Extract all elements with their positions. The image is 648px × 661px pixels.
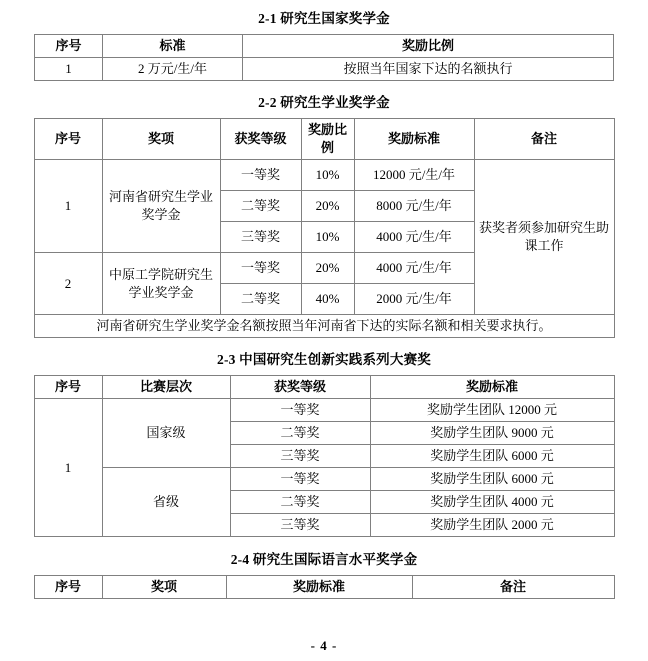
cell-grade: 一等奖	[230, 399, 370, 422]
column-header-seq: 序号	[34, 376, 102, 399]
cell-seq: 2	[34, 253, 102, 315]
table-header-row	[34, 119, 614, 160]
cell-ratio: 10%	[301, 160, 354, 191]
cell-grade: 一等奖	[220, 160, 301, 191]
column-header-tier: 比赛层次	[102, 376, 230, 399]
cell-ratio: 10%	[301, 222, 354, 253]
cell-standard: 4000 元/生/年	[354, 222, 474, 253]
cell-standard: 12000 元/生/年	[354, 160, 474, 191]
cell-grade: 二等奖	[230, 422, 370, 445]
cell-standard: 奖励学生团队 2000 元	[370, 513, 614, 536]
cell-remark: 获奖者须参加研究生助课工作	[474, 160, 614, 315]
cell-grade: 三等奖	[220, 222, 301, 253]
table-row	[34, 160, 614, 191]
column-header-standard: 奖励标准	[354, 119, 474, 160]
table-row	[34, 399, 614, 422]
cell-grade: 三等奖	[230, 513, 370, 536]
cell-ratio: 20%	[301, 191, 354, 222]
cell-grade: 二等奖	[220, 191, 301, 222]
table-row	[35, 58, 614, 81]
cell-standard: 奖励学生团队 12000 元	[370, 399, 614, 422]
column-header-grade: 获奖等级	[220, 119, 301, 160]
cell-standard: 奖励学生团队 4000 元	[370, 490, 614, 513]
cell-standard: 2 万元/生/年	[103, 58, 243, 81]
column-header-ratio: 奖励比例	[243, 35, 614, 58]
cell-standard: 4000 元/生/年	[354, 253, 474, 284]
cell-award: 中原工学院研究生学业奖学金	[102, 253, 220, 315]
table-header-row	[35, 35, 614, 58]
column-header-award: 奖项	[102, 119, 220, 160]
cell-tier: 国家级	[102, 399, 230, 468]
cell-seq: 1	[35, 58, 103, 81]
cell-grade: 一等奖	[230, 468, 370, 491]
cell-grade: 三等奖	[230, 445, 370, 468]
table-header-row	[34, 576, 614, 599]
column-header-seq: 序号	[34, 576, 102, 599]
table-note-row	[34, 315, 614, 338]
cell-standard: 2000 元/生/年	[354, 284, 474, 315]
cell-seq: 1	[34, 399, 102, 537]
column-header-remark: 备注	[474, 119, 614, 160]
table-international-language	[34, 575, 615, 599]
cell-grade: 二等奖	[220, 284, 301, 315]
cell-grade: 二等奖	[230, 490, 370, 513]
cell-grade: 一等奖	[220, 253, 301, 284]
cell-tier: 省级	[102, 468, 230, 537]
column-header-remark: 备注	[412, 576, 614, 599]
table-innovation-competition	[34, 375, 615, 537]
table-national-scholarship	[34, 34, 614, 81]
column-header-seq: 序号	[35, 35, 103, 58]
table-title-2-2: 2-2 研究生学业奖学金	[258, 95, 390, 111]
column-header-standard: 奖励标准	[370, 376, 614, 399]
table-title-2-4: 2-4 研究生国际语言水平奖学金	[230, 551, 418, 567]
table-row	[34, 468, 614, 491]
column-header-standard: 奖励标准	[226, 576, 412, 599]
column-header-standard: 标准	[103, 35, 243, 58]
column-header-seq: 序号	[34, 119, 102, 160]
cell-ratio: 40%	[301, 284, 354, 315]
cell-standard: 奖励学生团队 6000 元	[370, 445, 614, 468]
table-title-2-1: 2-1 研究生国家奖学金	[258, 11, 390, 26]
cell-ratio: 按照当年国家下达的名额执行	[243, 58, 614, 81]
table-title-2-3: 2-3 中国研究生创新实践系列大赛奖	[217, 352, 431, 368]
cell-award: 河南省研究生学业奖学金	[102, 160, 220, 253]
column-header-grade: 获奖等级	[230, 376, 370, 399]
cell-seq: 1	[34, 160, 102, 253]
cell-standard: 8000 元/生/年	[354, 191, 474, 222]
page-number: - 4 -	[310, 638, 338, 653]
cell-standard: 奖励学生团队 6000 元	[370, 468, 614, 491]
cell-standard: 奖励学生团队 9000 元	[370, 422, 614, 445]
table-header-row	[34, 376, 614, 399]
column-header-ratio: 奖励比例	[301, 119, 354, 160]
column-header-award: 奖项	[102, 576, 226, 599]
cell-ratio: 20%	[301, 253, 354, 284]
table-academic-scholarship	[34, 118, 615, 338]
cell-note: 河南省研究生学业奖学金名额按照当年河南省下达的实际名额和相关要求执行。	[34, 315, 614, 338]
